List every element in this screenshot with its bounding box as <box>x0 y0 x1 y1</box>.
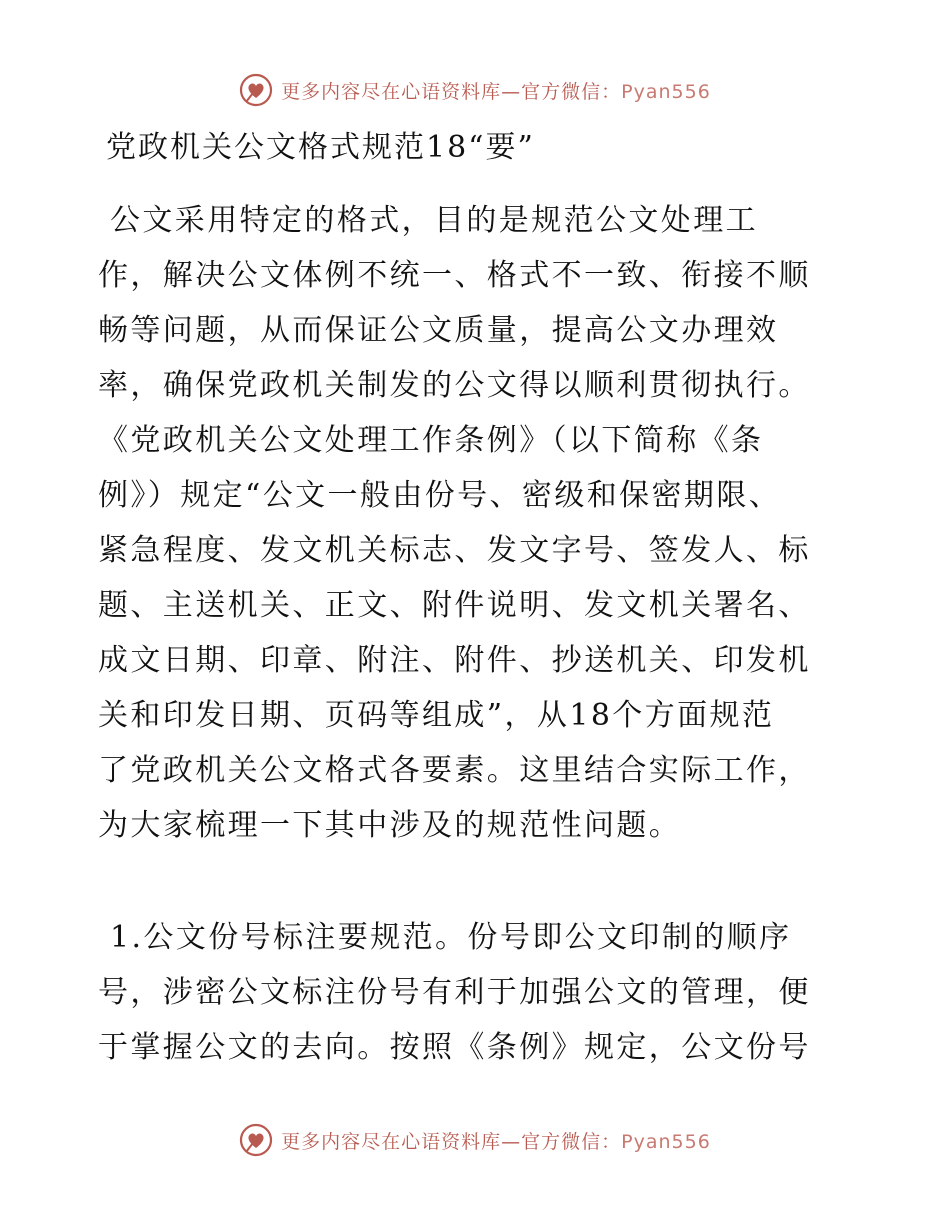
watermark-text: 更多内容尽在心语资料库—官方微信：Pyan556 <box>281 1130 711 1153</box>
paragraph-line: 成文日期、印章、附注、附件、抄送机关、印发机 <box>98 643 811 678</box>
paragraph-line: 为大家梳理一下其中涉及的规范性问题。 <box>98 808 682 843</box>
paragraph-intro <box>98 193 858 853</box>
watermark-text: 更多内容尽在心语资料库—官方微信：Pyan556 <box>281 80 711 103</box>
paragraph-line: 关和印发日期、页码等组成”，从18个方面规范 <box>98 698 775 733</box>
paragraph-line: 号，涉密公文标注份号有利于加强公文的管理，便 <box>98 975 811 1010</box>
paragraph-line: 紧急程度、发文机关标志、发文字号、签发人、标 <box>98 533 811 568</box>
heart-pen-logo-icon <box>239 1123 273 1157</box>
paragraph-line: 1.公文份号标注要规范。份号即公文印制的顺序 <box>110 920 792 955</box>
watermark-header <box>0 70 950 110</box>
paragraph-section-1 <box>98 910 858 1075</box>
paragraph-line: 率，确保党政机关制发的公文得以顺利贯彻执行。 <box>98 368 811 403</box>
paragraph-line: 畅等问题，从而保证公文质量，提高公文办理效 <box>98 313 779 348</box>
document-title: 党政机关公文格式规范18“要” <box>106 130 535 165</box>
paragraph-line: 《党政机关公文处理工作条例》（以下简称《条 <box>98 423 764 458</box>
paragraph-line: 例》）规定“公文一般由份号、密级和保密期限、 <box>98 478 782 513</box>
paragraph-line: 于掌握公文的去向。按照《条例》规定，公文份号 <box>98 1030 811 1065</box>
paragraph-line: 题、主送机关、正文、附件说明、发文机关署名、 <box>98 588 811 623</box>
watermark-footer <box>0 1120 950 1160</box>
paragraph-line: 作，解决公文体例不统一、格式不一致、衔接不顺 <box>98 258 811 293</box>
paragraph-line: 公文采用特定的格式，目的是规范公文处理工 <box>110 203 758 238</box>
paragraph-line: 了党政机关公文格式各要素。这里结合实际工作， <box>98 753 811 788</box>
heart-pen-logo-icon <box>239 73 273 107</box>
